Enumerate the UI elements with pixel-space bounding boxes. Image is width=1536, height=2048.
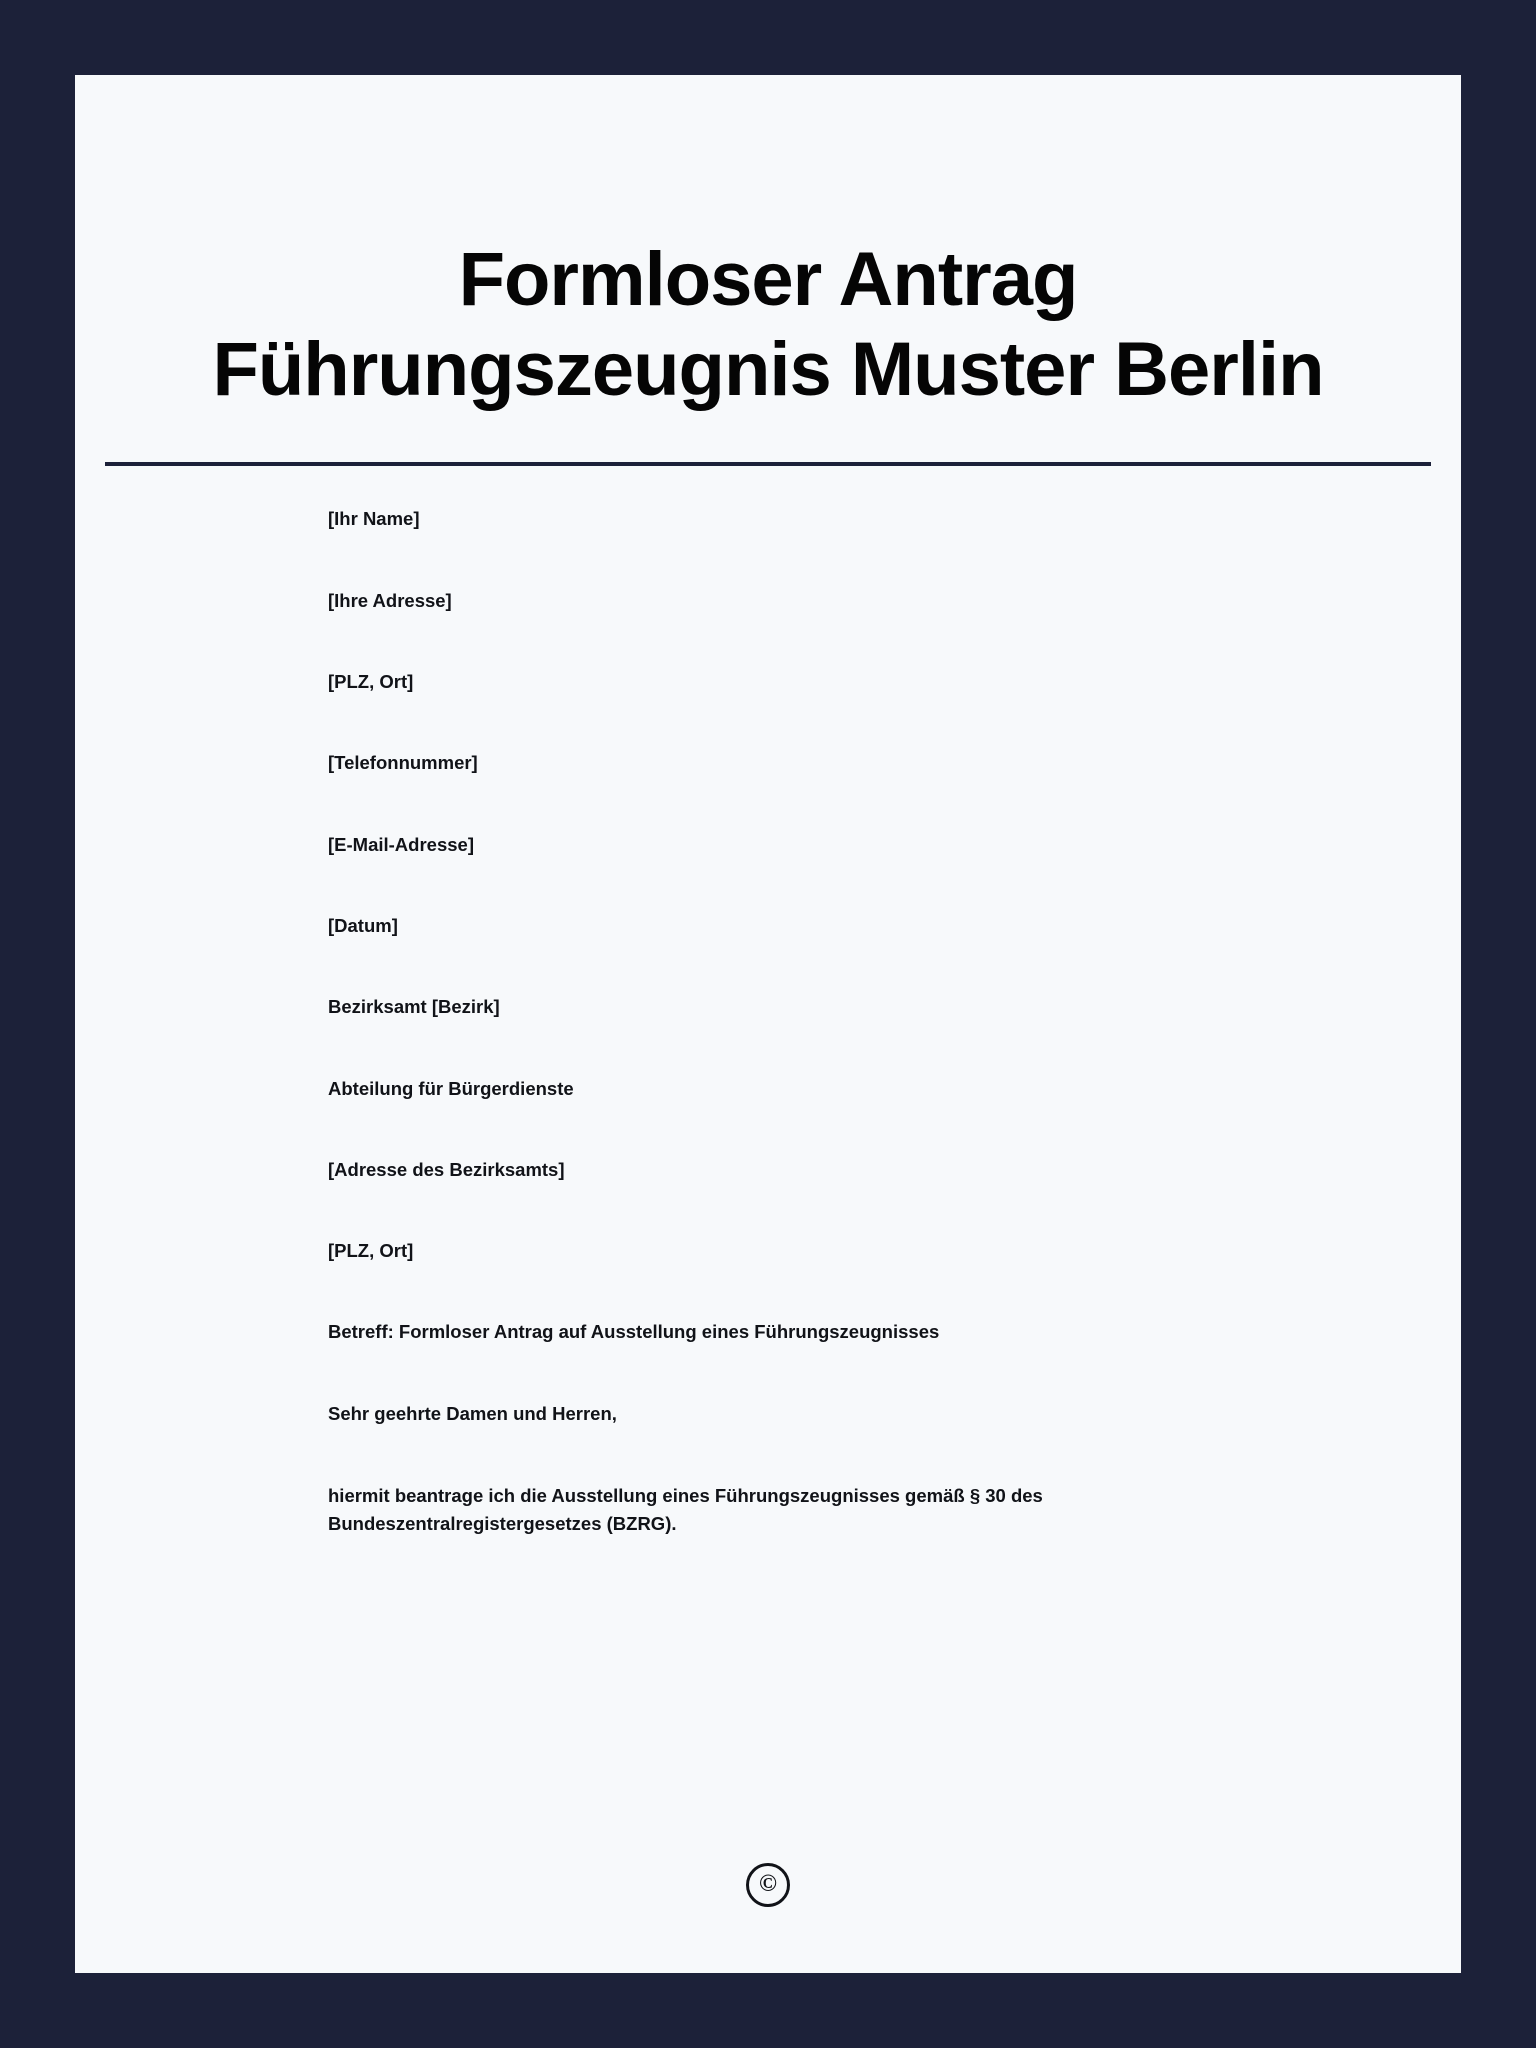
sender-address: [Ihre Adresse] (328, 589, 452, 611)
letter-subject: Betreff: Formloser Antrag auf Ausstellung eines Führungszeugnisses (328, 1321, 940, 1343)
document-page (75, 75, 1461, 1973)
letter-paragraph: hiermit beantrage ich die Ausstellung eines Führungszeugnisses gemäß § 30 des Bundeszentralregistergesetzes (BZRG). (328, 1485, 1043, 1534)
letter-date: [Datum] (328, 914, 398, 936)
recipient-postcode-city: [PLZ, Ort] (328, 1240, 414, 1262)
sender-email: [E-Mail-Adresse] (328, 833, 474, 855)
sender-phone: [Telefonnummer] (328, 752, 478, 774)
recipient-department: Abteilung für Bürgerdienste (328, 1077, 574, 1099)
page-title: Formloser Antrag Führungszeugnis Muster Berlin (212, 237, 1324, 412)
recipient-address: [Adresse des Bezirksamts] (328, 1158, 565, 1180)
letter-salutation: Sehr geehrte Damen und Herren, (328, 1402, 617, 1424)
sender-postcode-city: [PLZ, Ort] (328, 670, 414, 692)
copyright-icon: © (746, 1863, 790, 1907)
page-footer (75, 1863, 1461, 1907)
recipient-office: Bezirksamt [Bezirk] (328, 996, 500, 1018)
sender-name: [Ihr Name] (328, 508, 420, 530)
letter-body (75, 466, 1461, 1537)
